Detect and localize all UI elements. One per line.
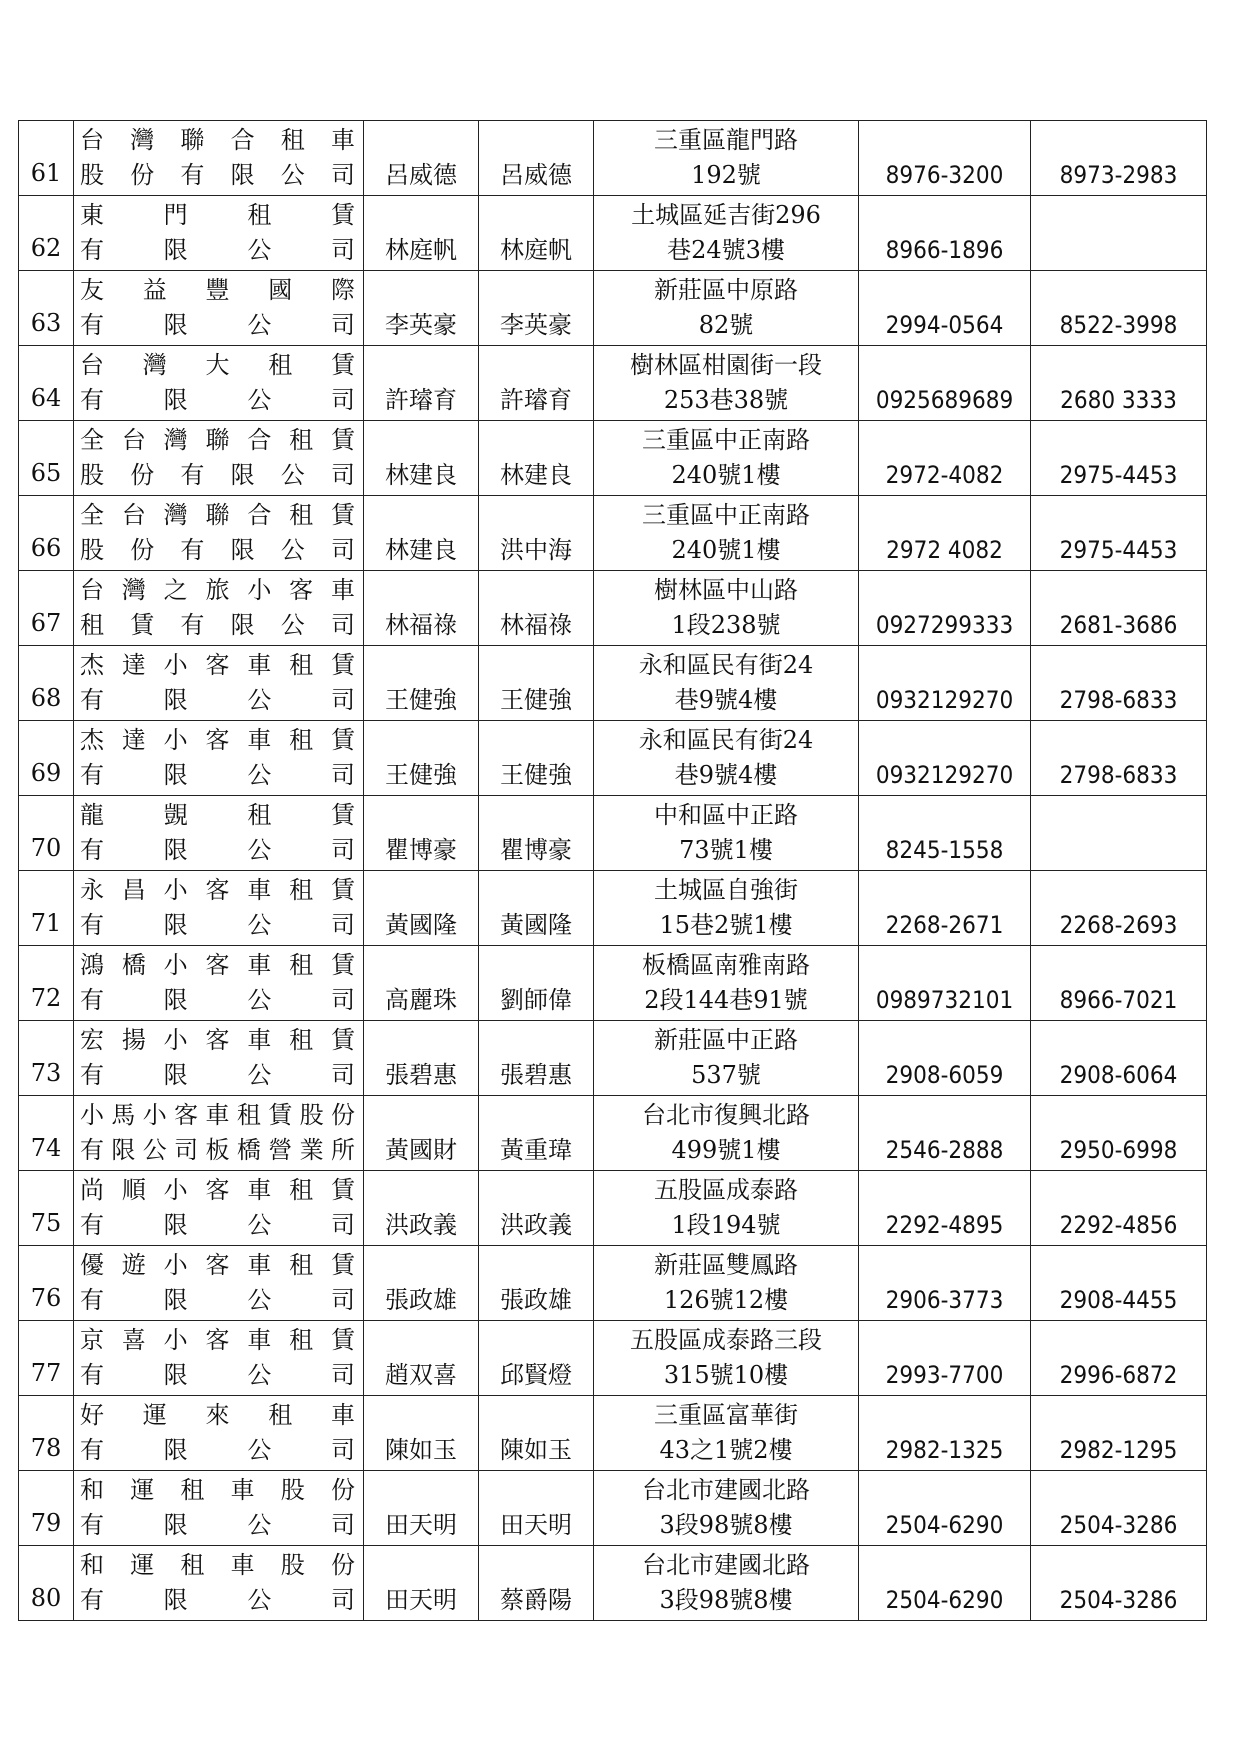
table-row — [19, 196, 1207, 271]
rental-company-table — [18, 120, 1207, 1621]
address-line: 三重區富華街 — [654, 1401, 798, 1429]
row-number: 65 — [19, 421, 74, 496]
address-line: 新莊區雙鳳路 — [654, 1251, 798, 1279]
table-row — [19, 1021, 1207, 1096]
phone-primary: 2982-1325 — [859, 1396, 1031, 1471]
address — [594, 796, 859, 871]
address — [594, 1471, 859, 1546]
table-row — [19, 421, 1207, 496]
company-name-line: 台灣聯合租車 — [80, 126, 357, 154]
manager: 林福祿 — [479, 571, 594, 646]
phone-primary: 2906-3773 — [859, 1246, 1031, 1321]
table-row — [19, 946, 1207, 1021]
company-name — [74, 946, 364, 1021]
address-line: 五股區成泰路 — [654, 1176, 798, 1204]
representative: 張政雄 — [364, 1246, 479, 1321]
row-number: 75 — [19, 1171, 74, 1246]
company-name-line: 和運租車股份 — [80, 1476, 357, 1504]
phone-secondary: 8522-3998 — [1031, 271, 1207, 346]
representative: 王健強 — [364, 646, 479, 721]
company-name-line: 股份有限公司 — [80, 536, 357, 564]
company-name-line: 股份有限公司 — [80, 461, 357, 489]
representative: 呂威德 — [364, 121, 479, 196]
address — [594, 1171, 859, 1246]
representative: 林建良 — [364, 496, 479, 571]
row-number: 67 — [19, 571, 74, 646]
address-line: 台北市建國北路 — [642, 1476, 810, 1504]
company-name — [74, 796, 364, 871]
address-line: 中和區中正路 — [654, 801, 798, 829]
row-number: 74 — [19, 1096, 74, 1171]
phone-secondary — [1031, 196, 1207, 271]
address-line: 73號1樓 — [679, 836, 773, 864]
row-number: 70 — [19, 796, 74, 871]
address — [594, 346, 859, 421]
company-name-line: 有限公司 — [80, 1286, 357, 1314]
table-row — [19, 496, 1207, 571]
table-row — [19, 1471, 1207, 1546]
address-line: 三重區龍門路 — [654, 126, 798, 154]
table-row — [19, 1171, 1207, 1246]
company-name — [74, 1321, 364, 1396]
row-number: 64 — [19, 346, 74, 421]
company-name-line: 有限公司 — [80, 686, 357, 714]
phone-primary: 2546-2888 — [859, 1096, 1031, 1171]
company-name-line: 有限公司 — [80, 236, 357, 264]
address-line: 巷24號3樓 — [667, 236, 785, 264]
company-name-line: 股份有限公司 — [80, 161, 357, 189]
address — [594, 121, 859, 196]
phone-secondary: 2908-6064 — [1031, 1021, 1207, 1096]
row-number: 76 — [19, 1246, 74, 1321]
table-row — [19, 346, 1207, 421]
address-line: 1段194號 — [671, 1211, 781, 1239]
company-name — [74, 271, 364, 346]
representative: 高麗珠 — [364, 946, 479, 1021]
manager: 黃重瑋 — [479, 1096, 594, 1171]
address-line: 192號 — [691, 161, 761, 189]
company-name — [74, 346, 364, 421]
company-name-line: 有限公司板橋營業所 — [80, 1136, 357, 1164]
company-name-line: 有限公司 — [80, 386, 357, 414]
manager: 李英豪 — [479, 271, 594, 346]
representative: 瞿博豪 — [364, 796, 479, 871]
table-row — [19, 571, 1207, 646]
phone-primary: 2972-4082 — [859, 421, 1031, 496]
phone-secondary: 2681-3686 — [1031, 571, 1207, 646]
phone-primary: 2504-6290 — [859, 1546, 1031, 1621]
company-name — [74, 496, 364, 571]
company-name-line: 龍覬租賃 — [80, 801, 357, 829]
company-name — [74, 121, 364, 196]
company-name — [74, 1546, 364, 1621]
representative: 林庭帆 — [364, 196, 479, 271]
representative: 黃國隆 — [364, 871, 479, 946]
address-line: 永和區民有街24 — [638, 726, 814, 754]
address-line: 台北市建國北路 — [642, 1551, 810, 1579]
phone-primary: 2504-6290 — [859, 1471, 1031, 1546]
manager: 王健強 — [479, 721, 594, 796]
company-name-line: 有限公司 — [80, 1061, 357, 1089]
company-name-line: 有限公司 — [80, 911, 357, 939]
phone-primary: 0927299333 — [859, 571, 1031, 646]
company-name — [74, 871, 364, 946]
address-line: 板橋區南雅南路 — [642, 951, 810, 979]
phone-primary: 2292-4895 — [859, 1171, 1031, 1246]
company-name-line: 租賃有限公司 — [80, 611, 357, 639]
table-row — [19, 1096, 1207, 1171]
representative: 林建良 — [364, 421, 479, 496]
company-name-line: 全台灣聯合租賃 — [80, 426, 357, 454]
row-number: 62 — [19, 196, 74, 271]
manager: 田天明 — [479, 1471, 594, 1546]
manager: 許璿育 — [479, 346, 594, 421]
address — [594, 1096, 859, 1171]
phone-primary: 2972 4082 — [859, 496, 1031, 571]
manager: 張政雄 — [479, 1246, 594, 1321]
phone-secondary — [1031, 796, 1207, 871]
address-line: 土城區自強街 — [654, 876, 798, 904]
manager: 瞿博豪 — [479, 796, 594, 871]
table-row — [19, 121, 1207, 196]
phone-primary: 2993-7700 — [859, 1321, 1031, 1396]
company-name — [74, 1021, 364, 1096]
company-name-line: 有限公司 — [80, 836, 357, 864]
address-line: 15巷2號1樓 — [659, 911, 793, 939]
row-number: 73 — [19, 1021, 74, 1096]
representative: 許璿育 — [364, 346, 479, 421]
manager: 呂威德 — [479, 121, 594, 196]
phone-secondary: 2292-4856 — [1031, 1171, 1207, 1246]
company-name-line: 台灣之旅小客車 — [80, 576, 357, 604]
company-name-line: 有限公司 — [80, 1586, 357, 1614]
company-name-line: 小馬小客車租賃股份 — [80, 1101, 357, 1129]
company-name-line: 和運租車股份 — [80, 1551, 357, 1579]
company-name — [74, 571, 364, 646]
table-body — [19, 121, 1207, 1621]
phone-secondary: 8966-7021 — [1031, 946, 1207, 1021]
company-name-line: 有限公司 — [80, 1361, 357, 1389]
company-name-line: 杰達小客車租賃 — [80, 726, 357, 754]
manager: 洪政義 — [479, 1171, 594, 1246]
phone-primary: 0925689689 — [859, 346, 1031, 421]
address-line: 永和區民有街24 — [638, 651, 814, 679]
phone-secondary: 2504-3286 — [1031, 1546, 1207, 1621]
address — [594, 721, 859, 796]
company-name — [74, 721, 364, 796]
company-name-line: 京喜小客車租賃 — [80, 1326, 357, 1354]
address-line: 巷9號4樓 — [674, 686, 778, 714]
representative: 黃國財 — [364, 1096, 479, 1171]
table-row — [19, 796, 1207, 871]
row-number: 71 — [19, 871, 74, 946]
company-name-line: 有限公司 — [80, 1436, 357, 1464]
phone-primary: 0989732101 — [859, 946, 1031, 1021]
address-line: 82號 — [698, 311, 754, 339]
row-number: 69 — [19, 721, 74, 796]
table-row — [19, 1321, 1207, 1396]
table-row — [19, 271, 1207, 346]
company-name-line: 有限公司 — [80, 986, 357, 1014]
address-line: 樹林區柑園街一段 — [630, 351, 822, 379]
address — [594, 1396, 859, 1471]
address — [594, 1021, 859, 1096]
company-name-line: 杰達小客車租賃 — [80, 651, 357, 679]
table-row — [19, 1396, 1207, 1471]
phone-primary: 8245-1558 — [859, 796, 1031, 871]
representative: 田天明 — [364, 1546, 479, 1621]
address-line: 五股區成泰路三段 — [630, 1326, 822, 1354]
address — [594, 1546, 859, 1621]
manager: 林庭帆 — [479, 196, 594, 271]
table-row — [19, 1246, 1207, 1321]
phone-primary: 8966-1896 — [859, 196, 1031, 271]
address-line: 499號1樓 — [671, 1136, 781, 1164]
row-number: 80 — [19, 1546, 74, 1621]
company-name — [74, 421, 364, 496]
row-number: 68 — [19, 646, 74, 721]
address-line: 3段98號8樓 — [659, 1586, 793, 1614]
address-line: 1段238號 — [671, 611, 781, 639]
address-line: 126號12樓 — [663, 1286, 789, 1314]
phone-secondary: 2504-3286 — [1031, 1471, 1207, 1546]
manager: 洪中海 — [479, 496, 594, 571]
address-line: 43之1號2樓 — [659, 1436, 793, 1464]
table-row — [19, 646, 1207, 721]
row-number: 66 — [19, 496, 74, 571]
manager: 蔡爵陽 — [479, 1546, 594, 1621]
row-number: 63 — [19, 271, 74, 346]
address-line: 3段98號8樓 — [659, 1511, 793, 1539]
phone-secondary: 8973-2983 — [1031, 121, 1207, 196]
phone-secondary: 2996-6872 — [1031, 1321, 1207, 1396]
address-line: 新莊區中原路 — [654, 276, 798, 304]
address-line: 240號1樓 — [671, 461, 781, 489]
company-name-line: 宏揚小客車租賃 — [80, 1026, 357, 1054]
address-line: 三重區中正南路 — [642, 501, 810, 529]
phone-secondary: 2268-2693 — [1031, 871, 1207, 946]
address — [594, 196, 859, 271]
address-line: 253巷38號 — [663, 386, 789, 414]
table-row — [19, 1546, 1207, 1621]
address-line: 台北市復興北路 — [642, 1101, 810, 1129]
manager: 黃國隆 — [479, 871, 594, 946]
address-line: 三重區中正南路 — [642, 426, 810, 454]
address-line: 樹林區中山路 — [654, 576, 798, 604]
company-name — [74, 1171, 364, 1246]
company-name — [74, 1096, 364, 1171]
company-name — [74, 646, 364, 721]
phone-secondary: 2680 3333 — [1031, 346, 1207, 421]
company-name-line: 台灣大租賃 — [80, 351, 357, 379]
company-name — [74, 1471, 364, 1546]
address-line: 2段144巷91號 — [644, 986, 808, 1014]
phone-primary: 2908-6059 — [859, 1021, 1031, 1096]
address-line: 新莊區中正路 — [654, 1026, 798, 1054]
address — [594, 496, 859, 571]
row-number: 79 — [19, 1471, 74, 1546]
address-line: 240號1樓 — [671, 536, 781, 564]
address — [594, 421, 859, 496]
table-row — [19, 871, 1207, 946]
phone-primary: 0932129270 — [859, 646, 1031, 721]
representative: 洪政義 — [364, 1171, 479, 1246]
address — [594, 946, 859, 1021]
address — [594, 646, 859, 721]
phone-primary: 0932129270 — [859, 721, 1031, 796]
row-number: 72 — [19, 946, 74, 1021]
phone-primary: 2994-0564 — [859, 271, 1031, 346]
phone-secondary: 2950-6998 — [1031, 1096, 1207, 1171]
phone-secondary: 2975-4453 — [1031, 421, 1207, 496]
manager: 邱賢燈 — [479, 1321, 594, 1396]
company-name-line: 尚順小客車租賃 — [80, 1176, 357, 1204]
address — [594, 1321, 859, 1396]
table-row — [19, 721, 1207, 796]
phone-secondary: 2908-4455 — [1031, 1246, 1207, 1321]
row-number: 61 — [19, 121, 74, 196]
representative: 李英豪 — [364, 271, 479, 346]
address-line: 土城區延吉街296 — [631, 201, 821, 229]
company-name-line: 永昌小客車租賃 — [80, 876, 357, 904]
company-name-line: 全台灣聯合租賃 — [80, 501, 357, 529]
address-line: 537號 — [691, 1061, 761, 1089]
company-name-line: 有限公司 — [80, 311, 357, 339]
company-name — [74, 1246, 364, 1321]
phone-primary: 8976-3200 — [859, 121, 1031, 196]
address — [594, 1246, 859, 1321]
company-name-line: 好運來租車 — [80, 1401, 357, 1429]
representative: 趙双喜 — [364, 1321, 479, 1396]
manager: 劉師偉 — [479, 946, 594, 1021]
company-name — [74, 1396, 364, 1471]
row-number: 78 — [19, 1396, 74, 1471]
company-name-line: 有限公司 — [80, 1211, 357, 1239]
phone-secondary: 2975-4453 — [1031, 496, 1207, 571]
representative: 田天明 — [364, 1471, 479, 1546]
row-number: 77 — [19, 1321, 74, 1396]
manager: 王健強 — [479, 646, 594, 721]
representative: 林福祿 — [364, 571, 479, 646]
address — [594, 871, 859, 946]
manager: 張碧惠 — [479, 1021, 594, 1096]
phone-secondary: 2798-6833 — [1031, 646, 1207, 721]
representative: 陳如玉 — [364, 1396, 479, 1471]
address-line: 315號10樓 — [663, 1361, 789, 1389]
manager: 林建良 — [479, 421, 594, 496]
company-name-line: 有限公司 — [80, 761, 357, 789]
company-name-line: 有限公司 — [80, 1511, 357, 1539]
phone-secondary: 2982-1295 — [1031, 1396, 1207, 1471]
company-name-line: 友益豐國際 — [80, 276, 357, 304]
address — [594, 571, 859, 646]
company-name-line: 東門租賃 — [80, 201, 357, 229]
company-name — [74, 196, 364, 271]
representative: 張碧惠 — [364, 1021, 479, 1096]
company-name-line: 鴻橋小客車租賃 — [80, 951, 357, 979]
phone-secondary: 2798-6833 — [1031, 721, 1207, 796]
representative: 王健強 — [364, 721, 479, 796]
address-line: 巷9號4樓 — [674, 761, 778, 789]
company-name-line: 優遊小客車租賃 — [80, 1251, 357, 1279]
address — [594, 271, 859, 346]
manager: 陳如玉 — [479, 1396, 594, 1471]
phone-primary: 2268-2671 — [859, 871, 1031, 946]
